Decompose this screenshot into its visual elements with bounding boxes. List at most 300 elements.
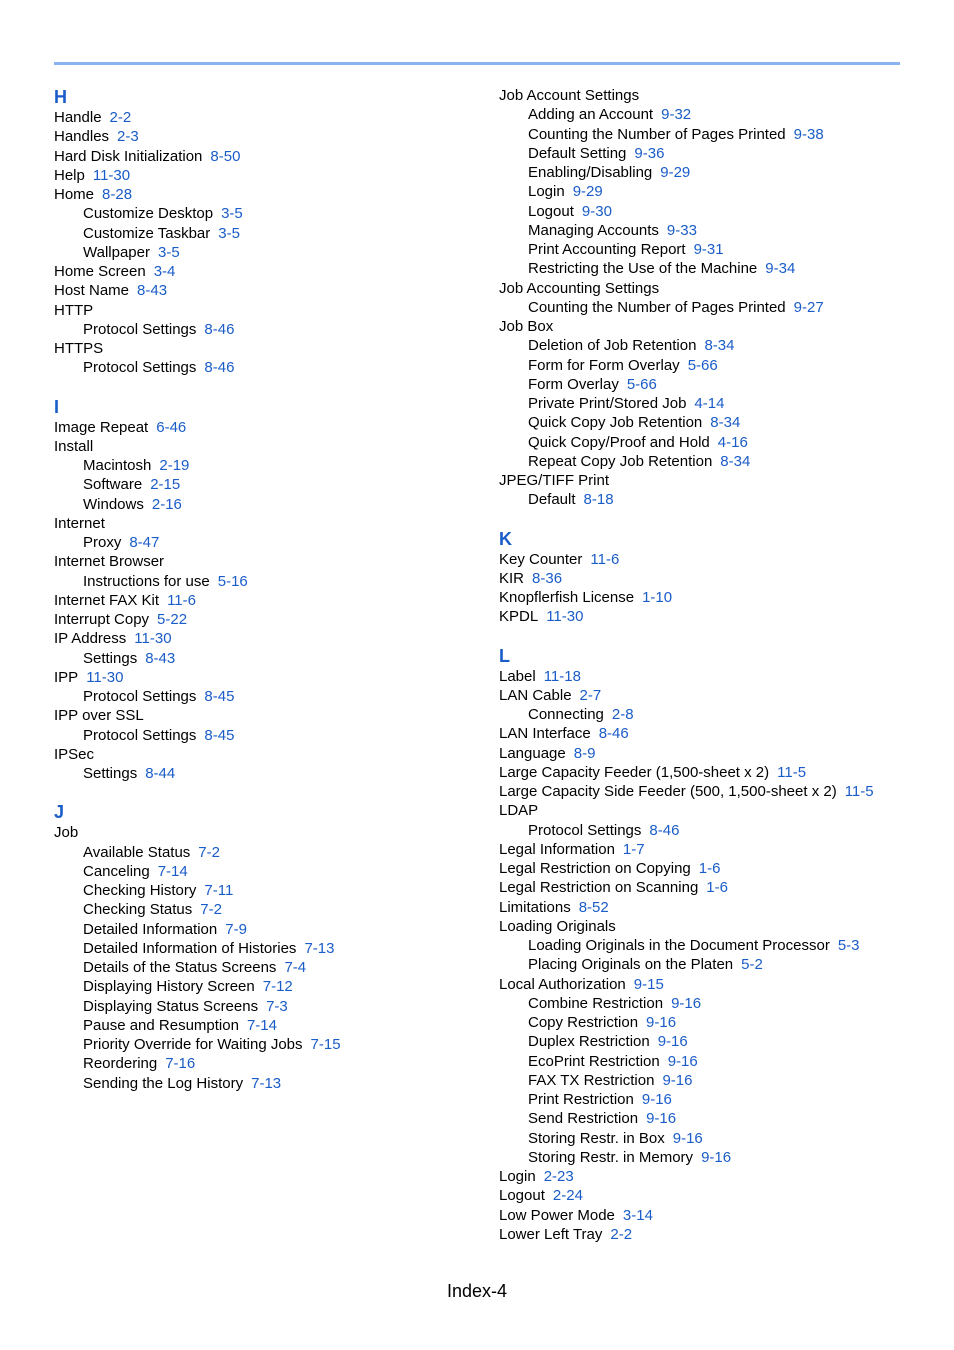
index-entry (499, 588, 919, 607)
page-reference-link[interactable]: 9-36 (634, 144, 665, 162)
index-subentry (499, 705, 919, 724)
entry-term: Key Counter (499, 550, 583, 568)
page-reference-link[interactable]: 11-6 (590, 550, 620, 568)
index-subentry (54, 649, 474, 668)
page-reference-link[interactable]: 3-4 (153, 263, 176, 280)
entry-term: Large Capacity Feeder (1,500-sheet x 2) (499, 763, 770, 781)
page-reference-link[interactable]: 9-15 (633, 975, 664, 993)
entry-term: Protocol Settings (83, 320, 197, 338)
entry-term: Checking History (83, 882, 197, 899)
page-reference-link[interactable]: 2-8 (611, 706, 634, 723)
entry-term: IPP over SSL (54, 707, 144, 725)
entry-term: Quick Copy/Proof and Hold (528, 433, 710, 451)
page-reference-link[interactable]: 5-2 (741, 956, 763, 974)
section-letter-heading: J (54, 802, 65, 823)
entry-term: IPSec (54, 745, 95, 763)
index-subentry (54, 204, 474, 223)
page-reference-link[interactable]: 9-16 (667, 1052, 698, 1070)
header-rule (54, 62, 900, 65)
page-reference-link[interactable]: 11-30 (92, 166, 131, 184)
index-subentry (54, 1074, 474, 1093)
page-reference-link[interactable]: 2-3 (117, 128, 139, 146)
entry-term: Internet FAX Kit (54, 591, 160, 609)
entry-term: Default (528, 491, 576, 509)
index-subentry (54, 977, 474, 996)
index-subentry (54, 687, 474, 706)
index-subentry (499, 994, 919, 1013)
index-entry (499, 975, 919, 994)
page-reference-link[interactable]: 7-4 (284, 959, 307, 976)
page-reference-link[interactable]: 2-15 (150, 476, 181, 494)
index-entry (499, 1167, 919, 1186)
page-reference-link[interactable]: 8-46 (598, 725, 629, 743)
entry-term: LDAP (499, 802, 539, 820)
entry-term: Detailed Information of Histories (83, 939, 297, 957)
index-section (499, 86, 919, 510)
entry-term: Settings (83, 649, 138, 667)
entry-term: Knopflerfish License (499, 589, 635, 606)
page-reference-link[interactable]: 9-30 (581, 202, 612, 220)
index-subentry (54, 495, 474, 514)
page-reference-link[interactable]: 11-30 (546, 608, 584, 626)
page-reference-link[interactable]: 8-46 (204, 359, 235, 377)
index-subentry (54, 764, 474, 783)
index-column-left (54, 86, 474, 1093)
entry-term: Priority Override for Waiting Jobs (83, 1036, 303, 1053)
page-reference-link[interactable]: 7-12 (262, 978, 293, 996)
index-entry (499, 471, 919, 490)
entry-term: Internet Browser (54, 553, 165, 571)
index-entry (54, 281, 474, 300)
page-reference-link[interactable]: 8-45 (204, 726, 235, 744)
index-entry (54, 745, 474, 764)
page-reference-link[interactable]: 3-5 (221, 205, 243, 223)
entry-term: Protocol Settings (83, 359, 197, 377)
page-reference-link[interactable]: 11-6 (167, 591, 196, 609)
page-reference-link[interactable]: 8-43 (145, 649, 176, 667)
index-subentry (54, 997, 474, 1016)
page-reference-link[interactable]: 9-34 (765, 260, 796, 278)
entry-term: Windows (83, 495, 144, 513)
entry-term: Large Capacity Side Feeder (500, 1,500-sheet x 2) (499, 783, 837, 800)
entry-term: Duplex Restriction (528, 1033, 650, 1051)
index-subentry (499, 356, 919, 375)
entry-term: Legal Information (499, 840, 615, 858)
entry-term: Customize Desktop (83, 205, 214, 223)
index-subentry (54, 475, 474, 494)
index-subentry (499, 1148, 919, 1167)
index-subentry (54, 572, 474, 591)
page-reference-link[interactable]: 5-3 (837, 937, 860, 954)
index-entry (54, 706, 474, 725)
entry-term: Legal Restriction on Copying (499, 860, 691, 877)
page-reference-link[interactable]: 7-11 (204, 882, 234, 899)
page-reference-link[interactable]: 9-16 (672, 1129, 703, 1147)
index-subentry (499, 202, 919, 221)
page-reference-link[interactable]: 9-16 (641, 1091, 672, 1108)
index-subentry (54, 1016, 474, 1035)
index-subentry (499, 955, 919, 974)
entry-term: Login (499, 1168, 536, 1185)
section-letter-heading: L (499, 645, 510, 666)
page-reference-link[interactable]: 7-9 (225, 920, 247, 938)
index-entry (54, 166, 474, 185)
entry-term: Label (499, 667, 536, 685)
index-subentry (499, 144, 919, 163)
index-section (499, 645, 919, 1245)
entry-term: Canceling (83, 862, 150, 880)
entry-term: Storing Restr. in Memory (528, 1148, 694, 1166)
index-subentry (54, 224, 474, 243)
entry-term: Internet (54, 514, 105, 532)
index-entry (499, 782, 919, 801)
index-section (499, 528, 919, 627)
entry-term: Job Box (499, 318, 554, 335)
index-entry (54, 301, 474, 320)
entry-term: Pause and Resumption (83, 1016, 239, 1034)
page-reference-link[interactable]: 2-19 (159, 457, 190, 474)
page-reference-link[interactable]: 9-31 (693, 241, 724, 258)
index-subentry (499, 259, 919, 278)
entry-term: Form for Form Overlay (528, 356, 680, 374)
index-entry (499, 607, 919, 626)
index-entry (54, 185, 474, 204)
page-reference-link[interactable]: 7-2 (198, 843, 220, 861)
entry-term: Placing Originals on the Platen (528, 956, 734, 974)
index-entry (499, 898, 919, 917)
entry-term: Form Overlay (528, 375, 619, 393)
index-entry (54, 339, 474, 358)
index-subentry (499, 125, 919, 144)
entry-term: Macintosh (83, 457, 152, 474)
page-reference-link[interactable]: 9-33 (666, 221, 697, 239)
index-entry (54, 262, 474, 281)
page-reference-link[interactable]: 7-13 (251, 1074, 282, 1092)
entry-term: Managing Accounts (528, 221, 659, 239)
index-subentry (499, 1109, 919, 1128)
entry-term: Software (83, 476, 143, 494)
page-reference-link[interactable]: 8-34 (710, 414, 741, 432)
entry-term: Legal Restriction on Scanning (499, 879, 699, 897)
index-subentry (499, 298, 919, 317)
page-reference-link[interactable]: 11-30 (86, 668, 124, 686)
index-entry (499, 667, 919, 686)
page-reference-link[interactable]: 9-38 (793, 125, 824, 143)
page-reference-link[interactable]: 9-16 (646, 1110, 677, 1128)
page-reference-link[interactable]: 11-18 (543, 667, 581, 685)
index-entry (499, 801, 919, 820)
page-reference-link[interactable]: 8-44 (145, 765, 176, 782)
entry-term: FAX TX Restriction (528, 1071, 655, 1089)
page-reference-link[interactable]: 9-32 (661, 106, 692, 124)
entry-term: LAN Cable (499, 686, 572, 704)
entry-term: Displaying Status Screens (83, 997, 259, 1015)
index-subentry (54, 900, 474, 919)
index-entry (499, 86, 919, 105)
index-subentry (499, 936, 919, 955)
page-reference-link[interactable]: 2-7 (579, 686, 602, 704)
entry-term: Handles (54, 128, 110, 146)
page-reference-link[interactable]: 8-9 (573, 744, 596, 762)
index-subentry (54, 862, 474, 881)
page-reference-link[interactable]: 9-27 (793, 298, 824, 316)
page-reference-link[interactable]: 8-45 (204, 688, 235, 705)
page-reference-link[interactable]: 2-16 (151, 495, 182, 513)
entry-term: KPDL (499, 608, 539, 626)
section-letter-heading: K (499, 528, 512, 549)
page-reference-link[interactable]: 7-14 (246, 1016, 277, 1034)
page-reference-link[interactable]: 2-2 (109, 109, 132, 126)
entry-term: Adding an Account (528, 106, 654, 124)
page-reference-link[interactable]: 9-16 (701, 1148, 732, 1166)
entry-term: Login (528, 183, 565, 201)
entry-term: LAN Interface (499, 725, 591, 743)
index-subentry (499, 336, 919, 355)
entry-term: Print Restriction (528, 1091, 634, 1108)
index-entry (499, 840, 919, 859)
index-entry (54, 514, 474, 533)
page-reference-link[interactable]: 8-46 (649, 821, 680, 839)
index-subentry (499, 413, 919, 432)
index-entry (499, 550, 919, 569)
page-reference-link[interactable]: 7-3 (266, 997, 288, 1015)
index-subentry (499, 375, 919, 394)
entry-term: Home Screen (54, 263, 146, 280)
page-reference-link[interactable]: 2-2 (610, 1225, 633, 1243)
page-reference-link[interactable]: 7-15 (310, 1036, 341, 1053)
index-subentry (54, 456, 474, 475)
page-reference-link[interactable]: 6-46 (156, 418, 187, 436)
page-reference-link[interactable]: 8-43 (137, 282, 168, 300)
page-reference-link[interactable]: 3-14 (622, 1206, 653, 1224)
index-entry (54, 668, 474, 687)
index-entry (54, 418, 474, 437)
page-reference-link[interactable]: 9-29 (660, 164, 691, 181)
index-entry (54, 437, 474, 456)
index-entry (499, 859, 919, 878)
index-subentry (499, 1090, 919, 1109)
page-reference-link[interactable]: 9-16 (646, 1014, 677, 1031)
page-reference-link[interactable]: 2-23 (543, 1168, 574, 1185)
index-subentry (499, 182, 919, 201)
entry-term: Protocol Settings (83, 688, 197, 705)
entry-term: Storing Restr. in Box (528, 1129, 665, 1147)
section-letter-heading: H (54, 87, 67, 107)
page-reference-link[interactable]: 7-13 (304, 939, 335, 957)
entry-term: Job (54, 824, 79, 842)
entry-term: Low Power Mode (499, 1206, 615, 1224)
page-reference-link[interactable]: 1-6 (698, 860, 721, 877)
entry-term: Language (499, 744, 566, 762)
entry-term: Job Account Settings (499, 87, 640, 104)
page-reference-link[interactable]: 4-14 (694, 395, 725, 412)
index-subentry (499, 490, 919, 509)
index-subentry (499, 821, 919, 840)
entry-term: Hard Disk Initialization (54, 147, 203, 165)
page-reference-link[interactable]: 3-5 (218, 224, 240, 242)
index-section (54, 86, 474, 378)
index-section (54, 396, 474, 784)
entry-term: Repeat Copy Job Retention (528, 452, 713, 470)
page-reference-link[interactable]: 9-29 (572, 183, 603, 201)
index-subentry (54, 843, 474, 862)
index-entry (54, 823, 474, 842)
page-reference-link[interactable]: 1-7 (622, 840, 645, 858)
entry-term: HTTPS (54, 340, 104, 357)
page-reference-link[interactable]: 8-46 (204, 320, 235, 338)
index-entry (499, 763, 919, 782)
index-subentry (54, 1035, 474, 1054)
page-reference-link[interactable]: 11-5 (844, 783, 874, 800)
entry-term: Details of the Status Screens (83, 959, 277, 976)
entry-term: Copy Restriction (528, 1014, 639, 1031)
page-reference-link[interactable]: 5-22 (157, 611, 188, 628)
page-reference-link[interactable]: 9-16 (662, 1071, 693, 1089)
index-entry (499, 1225, 919, 1244)
page-reference-link[interactable]: 7-14 (157, 862, 188, 880)
entry-term: Send Restriction (528, 1110, 639, 1128)
index-entry (54, 610, 474, 629)
entry-term: Loading Originals (499, 917, 616, 935)
page-reference-link[interactable]: 9-16 (671, 994, 702, 1012)
entry-term: HTTP (54, 301, 94, 319)
entry-term: Counting the Number of Pages Printed (528, 298, 786, 316)
index-subentry (499, 240, 919, 259)
entry-term: KIR (499, 569, 525, 587)
page-number: Index-4 (446, 1281, 508, 1301)
index-subentry (54, 320, 474, 339)
index-entry (54, 629, 474, 648)
entry-term: Restricting the Use of the Machine (528, 260, 758, 278)
entry-term: IP Address (54, 630, 127, 648)
page-reference-link[interactable]: 7-2 (200, 901, 222, 919)
entry-term: Available Status (83, 843, 191, 861)
page-reference-link[interactable]: 5-66 (626, 375, 657, 393)
entry-term: Protocol Settings (528, 821, 642, 839)
entry-term: Settings (83, 765, 138, 782)
index-subentry (499, 1071, 919, 1090)
index-subentry (499, 433, 919, 452)
index-section (54, 801, 474, 1093)
index-subentry (499, 1013, 919, 1032)
index-entry (499, 917, 919, 936)
page-reference-link[interactable]: 3-5 (157, 243, 180, 261)
entry-term: Limitations (499, 898, 571, 916)
index-entry (54, 127, 474, 146)
page-reference-link[interactable]: 5-66 (687, 356, 718, 374)
index-entry (499, 724, 919, 743)
index-subentry (54, 1054, 474, 1073)
entry-term: Combine Restriction (528, 994, 664, 1012)
index-subentry (54, 958, 474, 977)
entry-term: Proxy (83, 534, 122, 551)
page-reference-link[interactable]: 1-10 (642, 589, 673, 606)
entry-term: Install (54, 437, 94, 455)
entry-term: Quick Copy Job Retention (528, 414, 703, 432)
page-reference-link[interactable]: 7-16 (165, 1055, 196, 1073)
entry-term: Reordering (83, 1055, 158, 1073)
page-reference-link[interactable]: 8-36 (532, 569, 563, 587)
page-reference-link[interactable]: 5-16 (217, 572, 248, 590)
page-reference-link[interactable]: 4-16 (717, 433, 748, 451)
page-reference-link[interactable]: 8-47 (129, 534, 160, 551)
index-subentry (54, 920, 474, 939)
entry-term: Help (54, 166, 85, 184)
entry-term: Logout (499, 1187, 545, 1205)
page-reference-link[interactable]: 8-34 (704, 337, 735, 355)
index-entry (499, 317, 919, 336)
entry-term: Checking Status (83, 901, 193, 919)
index-entry (499, 1206, 919, 1225)
page-reference-link[interactable]: 8-34 (720, 452, 751, 470)
entry-term: Deletion of Job Retention (528, 337, 697, 355)
entry-term: Protocol Settings (83, 726, 197, 744)
page-reference-link[interactable]: 8-52 (578, 898, 609, 916)
entry-term: JPEG/TIFF Print (499, 472, 610, 489)
page-reference-link[interactable]: 8-28 (102, 186, 133, 203)
section-letter-heading: I (54, 396, 60, 417)
entry-term: Local Authorization (499, 975, 626, 993)
entry-term: Image Repeat (54, 418, 149, 436)
entry-term: EcoPrint Restriction (528, 1052, 660, 1070)
index-entry (499, 878, 919, 897)
index-entry (499, 1186, 919, 1205)
entry-term: Wallpaper (83, 243, 150, 261)
index-entry (499, 279, 919, 298)
index-entry (54, 108, 474, 127)
page-reference-link[interactable]: 8-50 (210, 147, 241, 165)
entry-term: Loading Originals in the Document Processor (528, 937, 830, 954)
index-subentry (499, 1129, 919, 1148)
entry-term: Lower Left Tray (499, 1225, 603, 1243)
page-reference-link[interactable]: 2-24 (552, 1187, 583, 1205)
page-reference-link[interactable]: 8-18 (583, 491, 614, 509)
index-subentry (499, 394, 919, 413)
page-reference-link[interactable]: 1-6 (706, 879, 728, 897)
index-entry (499, 569, 919, 588)
index-column-right (499, 86, 919, 1244)
entry-term: Logout (528, 202, 574, 220)
index-subentry (54, 939, 474, 958)
entry-term: Instructions for use (83, 572, 210, 590)
entry-term: Job Accounting Settings (499, 279, 660, 297)
entry-term: Enabling/Disabling (528, 164, 653, 181)
index-subentry (499, 1032, 919, 1051)
entry-term: Sending the Log History (83, 1074, 244, 1092)
page-reference-link[interactable]: 11-5 (777, 763, 807, 781)
index-subentry (54, 243, 474, 262)
index-subentry (499, 1052, 919, 1071)
index-subentry (54, 881, 474, 900)
index-subentry (499, 452, 919, 471)
index-subentry (499, 221, 919, 240)
entry-term: Handle (54, 109, 102, 126)
index-entry (54, 147, 474, 166)
index-subentry (54, 358, 474, 377)
index-subentry (54, 533, 474, 552)
entry-term: Displaying History Screen (83, 978, 255, 996)
entry-term: Interrupt Copy (54, 611, 150, 628)
index-entry (54, 552, 474, 571)
index-subentry (499, 105, 919, 124)
entry-term: IPP (54, 668, 79, 686)
page-reference-link[interactable]: 9-16 (657, 1033, 688, 1051)
entry-term: Customize Taskbar (83, 224, 211, 242)
index-entry (499, 744, 919, 763)
page-reference-link[interactable]: 11-30 (134, 630, 172, 648)
entry-term: Connecting (528, 706, 604, 723)
entry-term: Detailed Information (83, 920, 218, 938)
